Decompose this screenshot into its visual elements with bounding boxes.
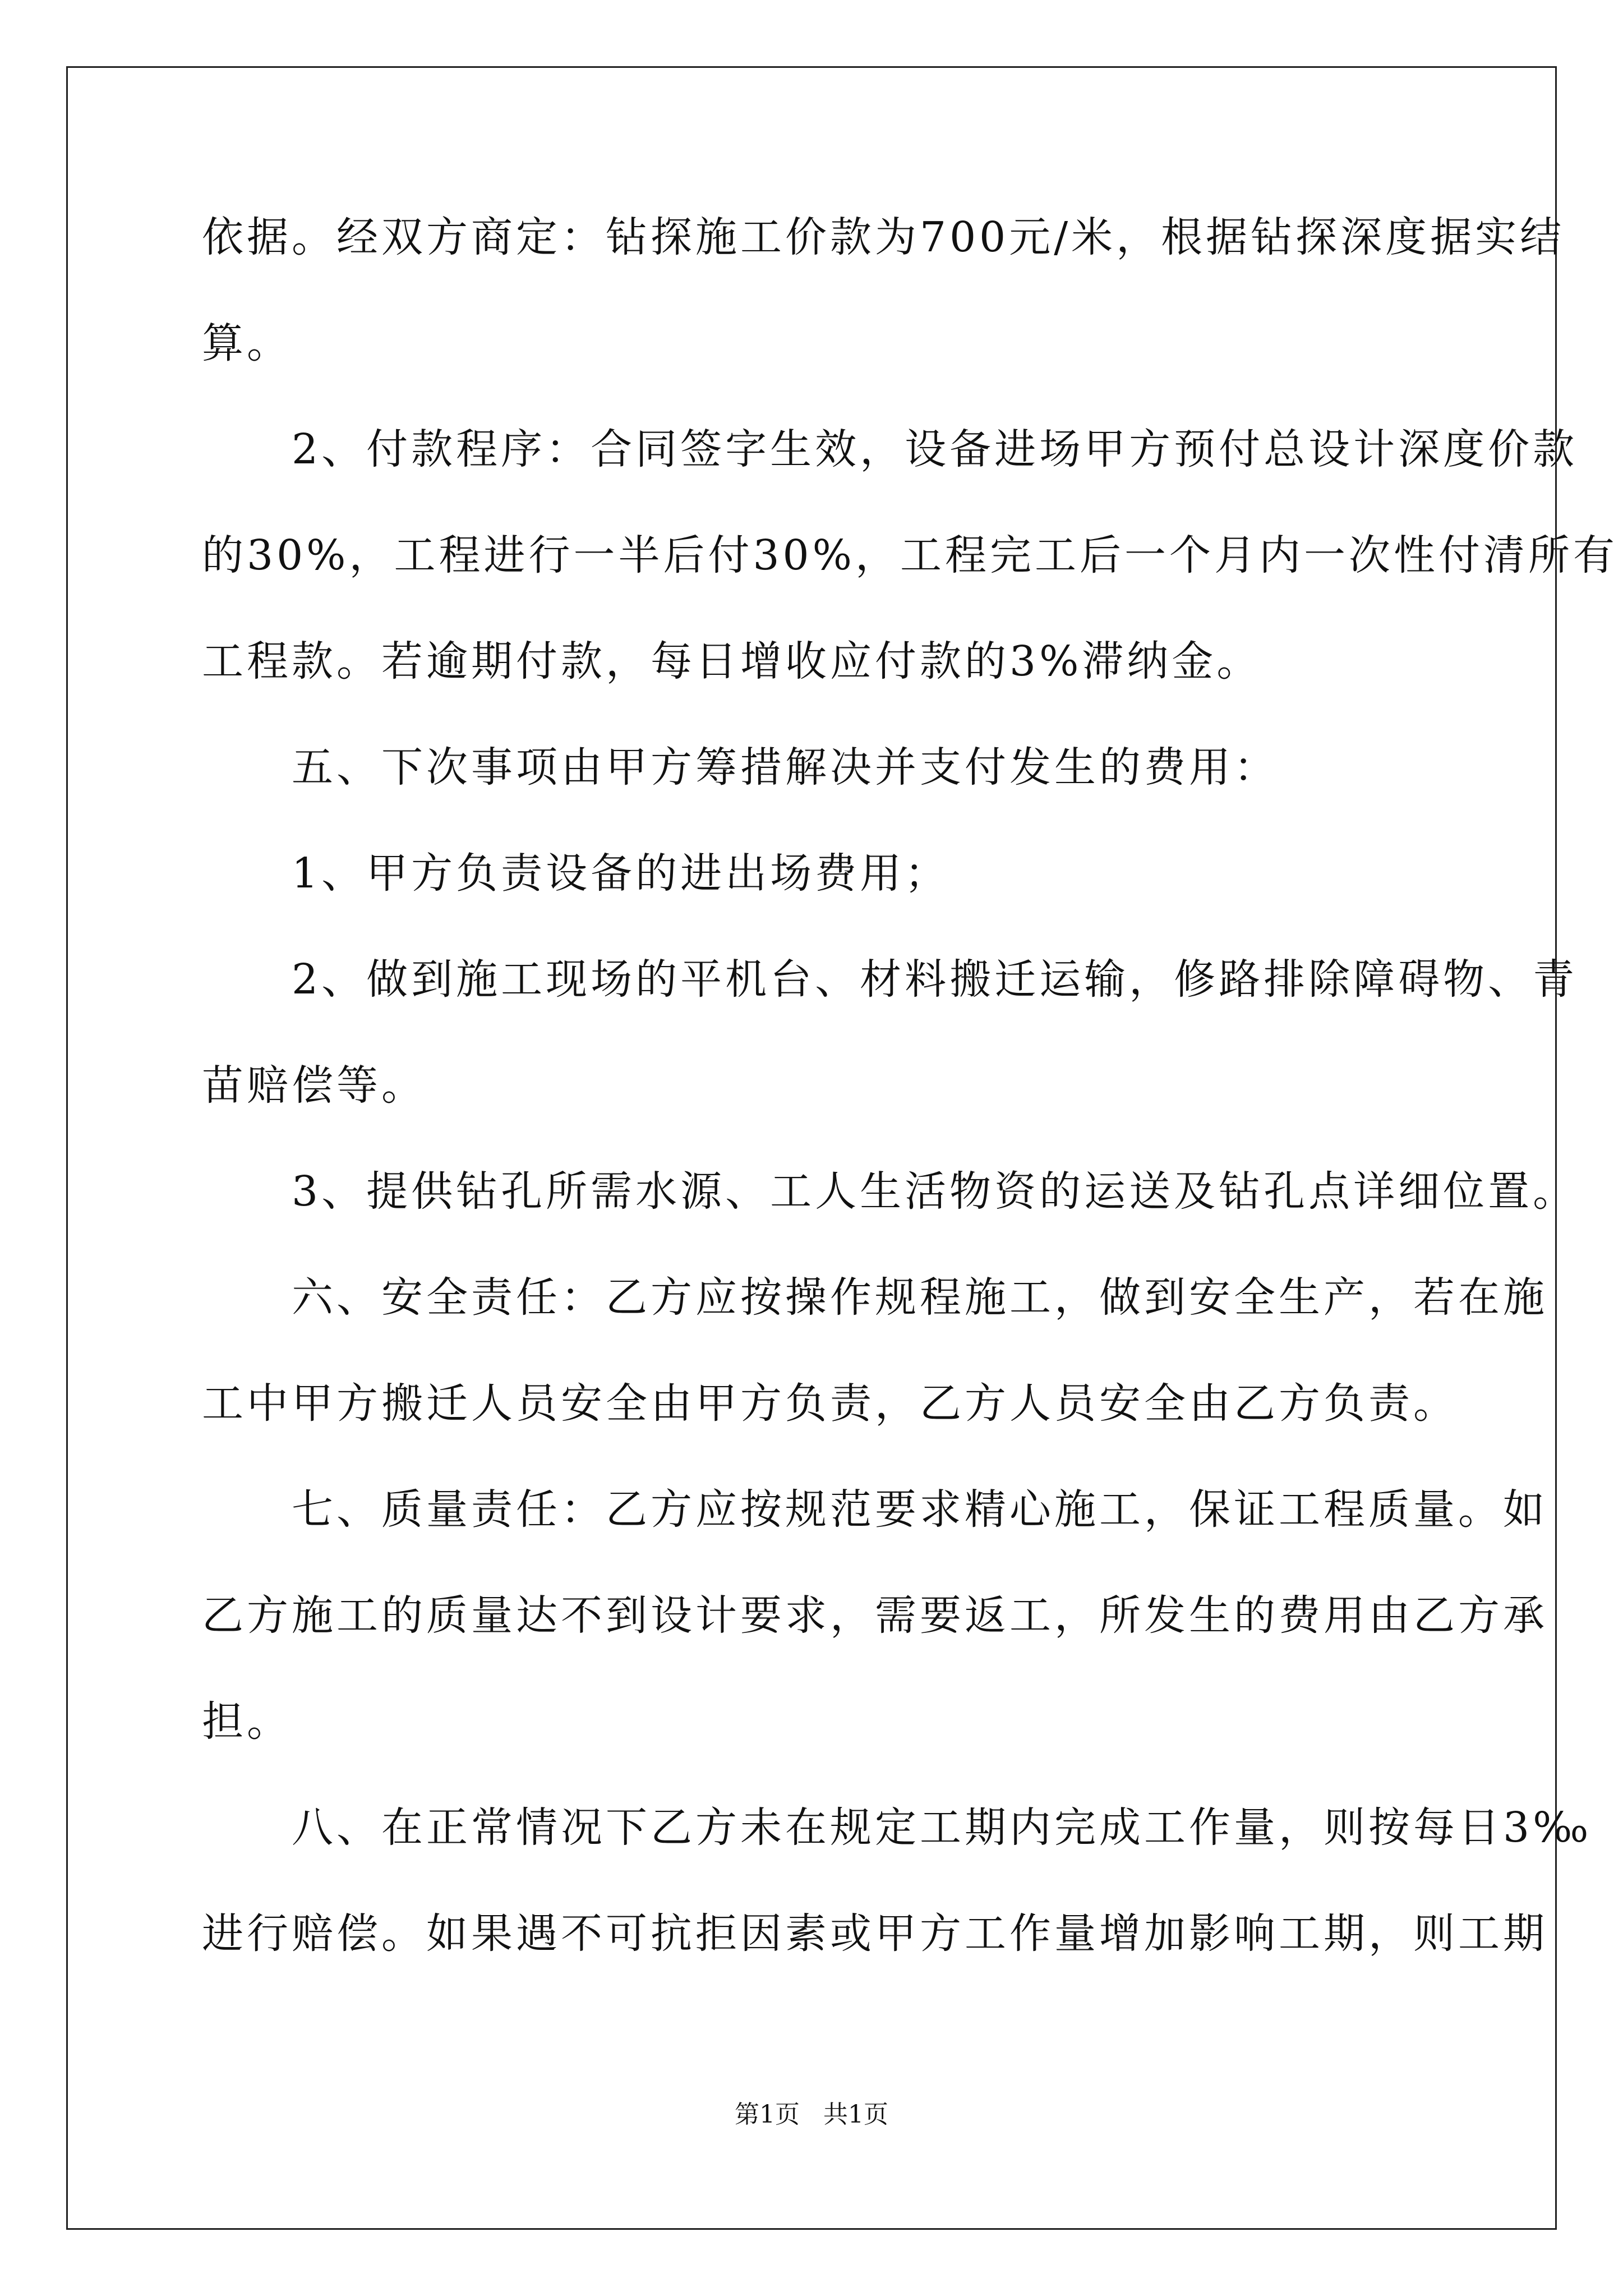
text-line: 八、在正常情况下乙方未在规定工期内完成工作量，则按每日3‰ (202, 1803, 1592, 1852)
text-line: 五、下次事项由甲方筹措解决并支付发生的费用： (202, 743, 1279, 792)
text-line: 担。 (202, 1697, 292, 1746)
text-line: 乙方施工的质量达不到设计要求，需要返工，所发生的费用由乙方承 (202, 1591, 1548, 1640)
text-line: 1、甲方负责设备的进出场费用； (202, 849, 950, 898)
text-line: 工中甲方搬迁人员安全由甲方负责，乙方人员安全由乙方负责。 (202, 1379, 1458, 1428)
text-line: 2、做到施工现场的平机台、材料搬迁运输，修路排除障碍物、青 (202, 955, 1578, 1004)
page-total: 共1页 (823, 2100, 888, 2129)
text-line: 七、质量责任：乙方应按规范要求精心施工，保证工程质量。如 (202, 1485, 1548, 1534)
text-line: 算。 (202, 319, 292, 367)
text-line: 六、安全责任：乙方应按操作规程施工，做到安全生产，若在施 (202, 1273, 1548, 1322)
text-line: 苗赔偿等。 (202, 1061, 426, 1110)
text-line: 工程款。若逾期付款，每日增收应付款的3%滞纳金。 (202, 637, 1262, 685)
text-line: 进行赔偿。如果遇不可抗拒因素或甲方工作量增加影响工期，则工期 (202, 1910, 1548, 1958)
document-body (202, 213, 1618, 2016)
text-line: 3、提供钻孔所需水源、工人生活物资的运送及钻孔点详细位置。 (202, 1167, 1578, 1216)
text-line: 的30%，工程进行一半后付30%，工程完工后一个月内一次性付清所有 (202, 531, 1618, 579)
text-line: 2、付款程序：合同签字生效，设备进场甲方预付总设计深度价款 (202, 425, 1578, 473)
page-number: 第1页 (735, 2100, 800, 2129)
page-footer (0, 2101, 1623, 2129)
footer-spacer (800, 2100, 823, 2129)
text-line: 依据。经双方商定：钻探施工价款为700元/米，根据钻探深度据实结 (202, 213, 1565, 261)
